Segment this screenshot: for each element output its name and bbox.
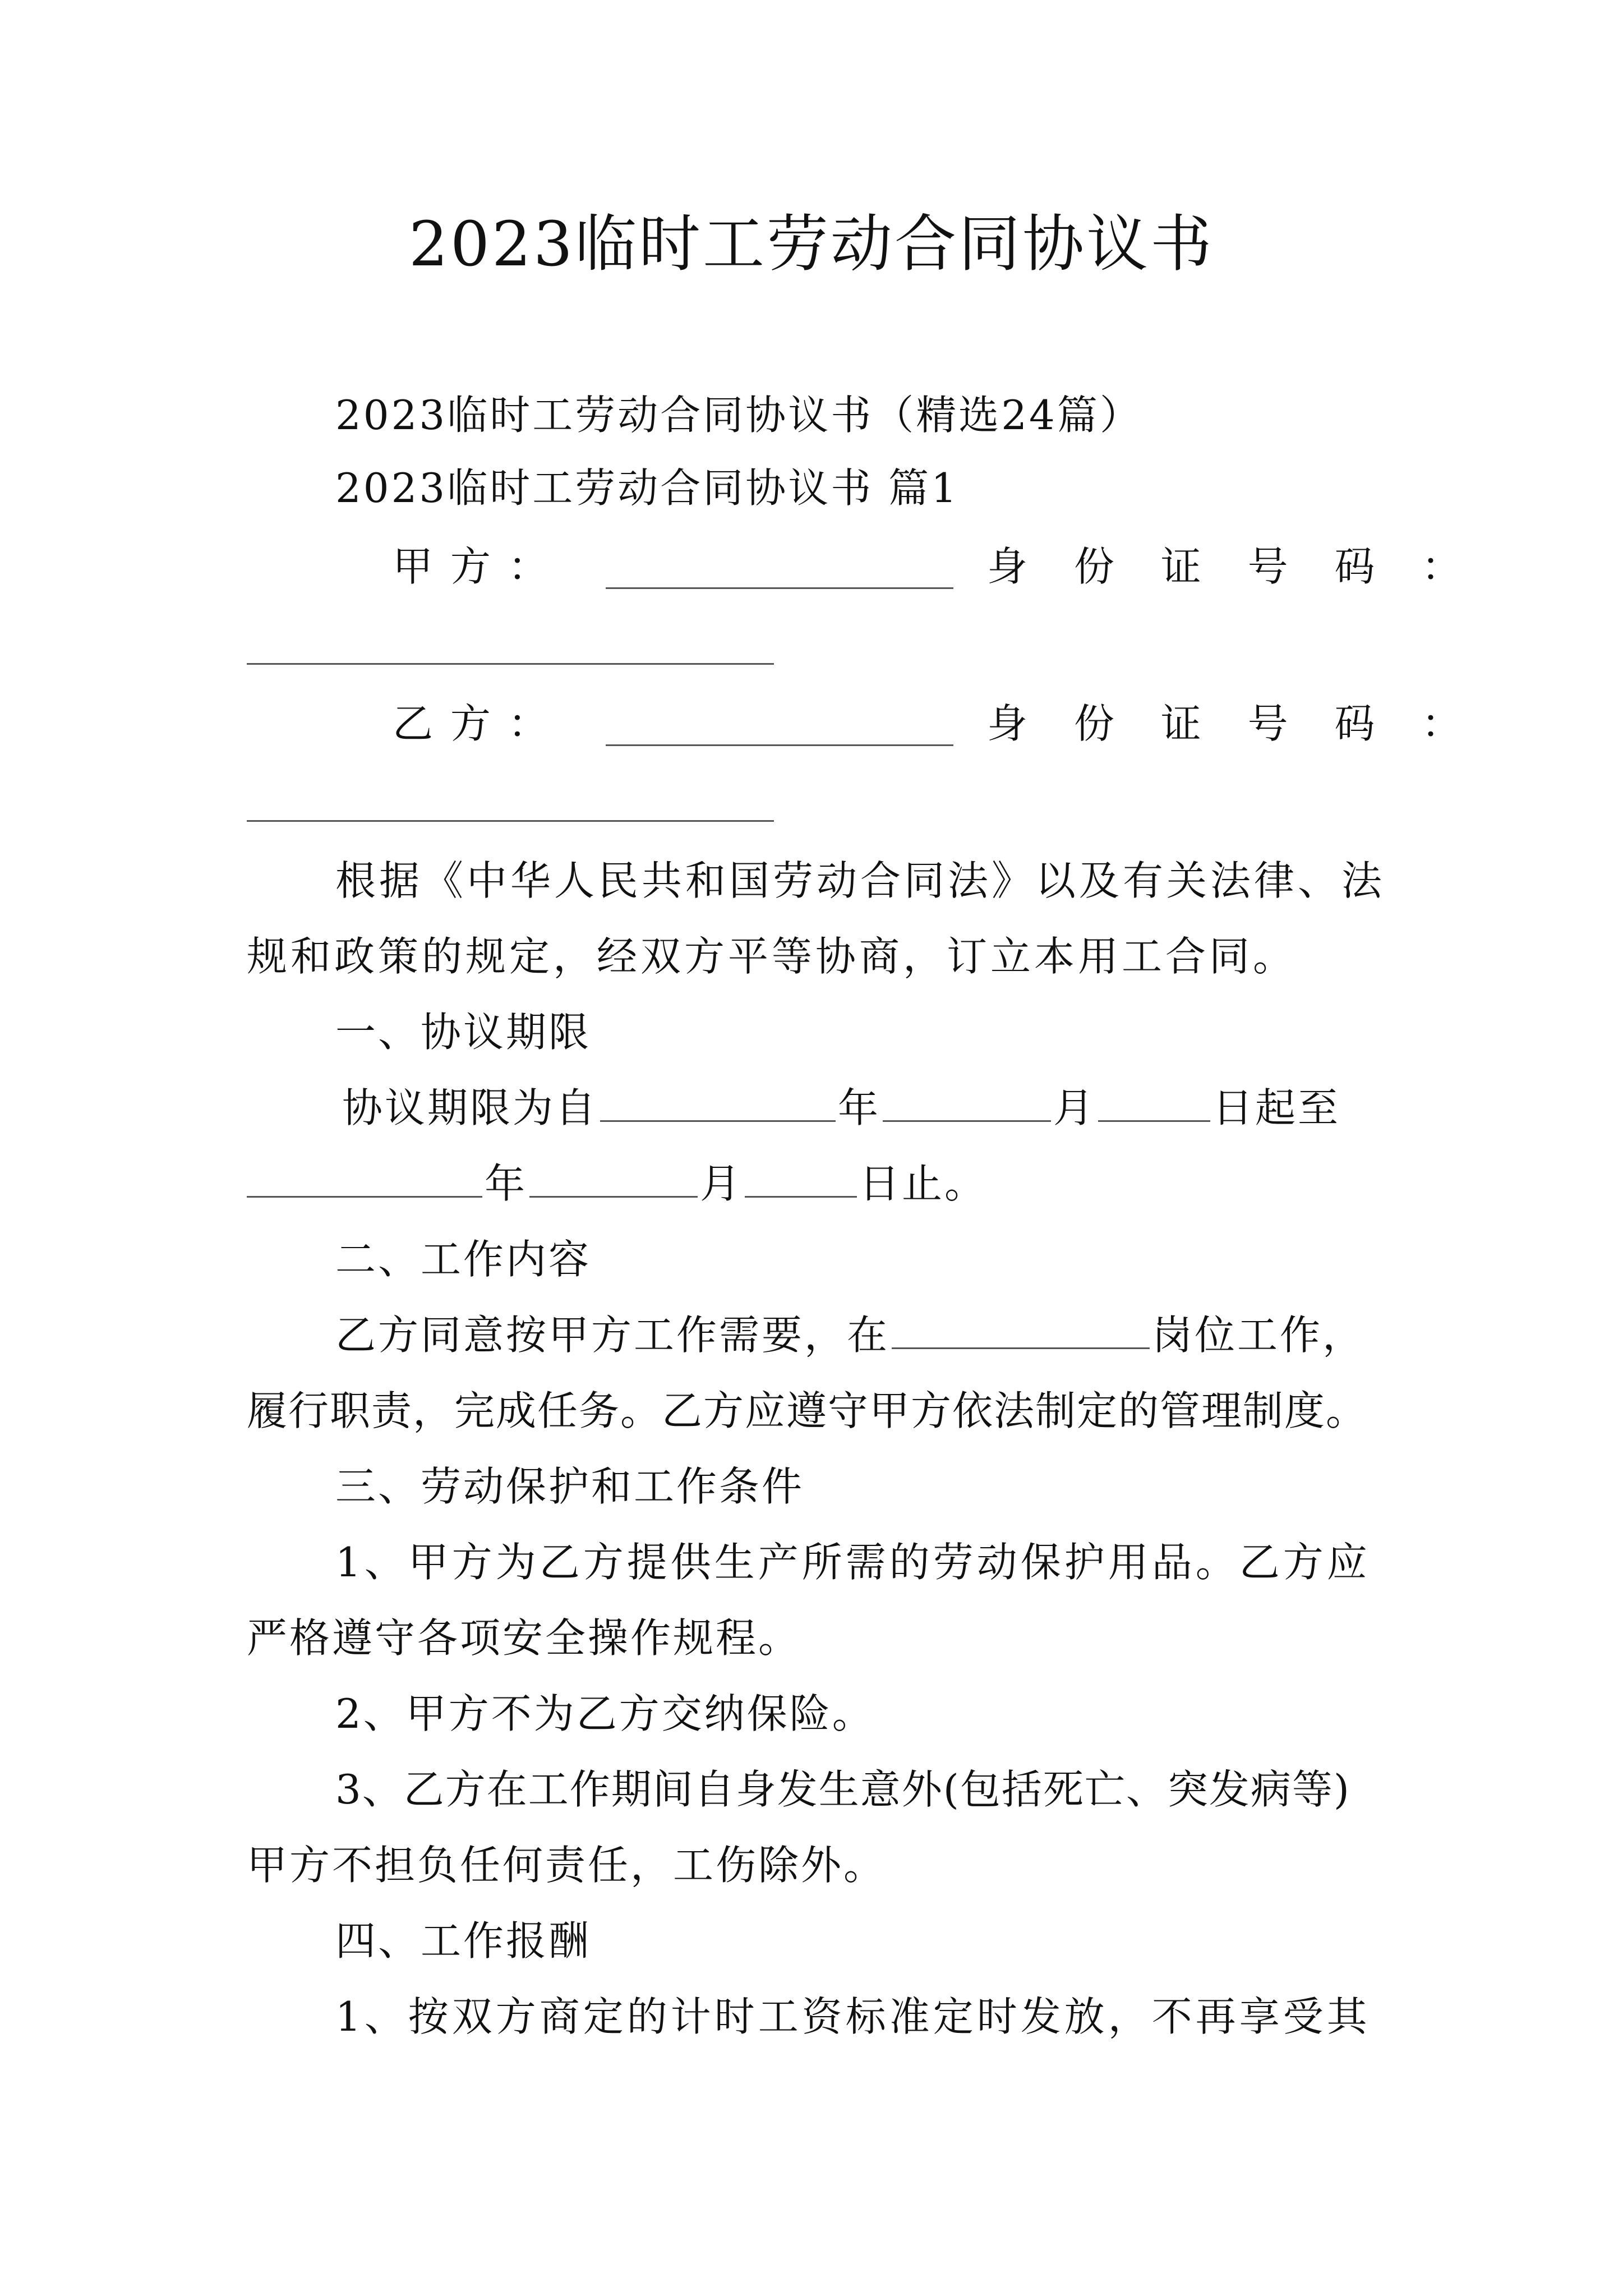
s3-heading: 三、劳动保护和工作条件 <box>335 1463 805 1510</box>
position-blank <box>892 1312 1150 1349</box>
intro-line-2: 规和政策的规定，经双方平等协商，订立本用工合同。 <box>247 933 1297 980</box>
s1-l1-text-d: 日起至 <box>1212 1084 1341 1131</box>
party-a-label: 甲 方 ： <box>393 543 551 590</box>
s3-p3-line-2: 甲方不担负任何责任，工伤除外。 <box>247 1842 887 1889</box>
start-day-blank <box>1098 1084 1210 1122</box>
end-month-blank <box>529 1160 698 1198</box>
start-month-blank <box>883 1084 1051 1122</box>
s2-l1-text-a: 乙方同意按甲方工作需要，在 <box>335 1312 890 1359</box>
s2-heading: 二、工作内容 <box>335 1236 592 1283</box>
s3-p3-line-1: 3、乙方在工作期间自身发生意外(包括死亡、突发病等) <box>335 1766 1350 1813</box>
s2-line-1 <box>335 1307 1365 1363</box>
s1-heading: 一、协议期限 <box>335 1009 592 1056</box>
s4-p1-line-1: 1、按双方商定的计时工资标准定时发放，不再享受其 <box>335 1993 1371 2040</box>
end-day-blank <box>745 1160 857 1198</box>
s1-l2-text-c: 日止。 <box>859 1160 988 1207</box>
end-year-blank <box>247 1160 482 1198</box>
document-title: 2023临时工劳动合同协议书 <box>409 208 1214 280</box>
party-b-id-blank <box>247 819 774 822</box>
s1-l1-text-b: 年 <box>838 1084 881 1131</box>
s1-l2-text-b: 月 <box>700 1160 743 1207</box>
party-b-label: 乙 方 ： <box>393 700 551 747</box>
party-a-name-blank <box>606 586 953 589</box>
section-heading: 2023临时工劳动合同协议书 篇1 <box>335 464 959 512</box>
s1-l1-text-c: 月 <box>1053 1084 1096 1131</box>
s2-line-2: 履行职责，完成任务。乙方应遵守甲方依法制定的管理制度。 <box>247 1387 1368 1434</box>
s1-line-1 <box>342 1080 1340 1136</box>
party-a-id-blank <box>247 662 774 665</box>
s4-heading: 四、工作报酬 <box>335 1917 592 1964</box>
start-year-blank <box>600 1084 836 1122</box>
s3-p2: 2、甲方不为乙方交纳保险。 <box>335 1690 875 1737</box>
party-b-name-blank <box>606 743 953 746</box>
s1-l1-text-a: 协议期限为自 <box>342 1084 598 1131</box>
s2-l1-text-b: 岗位工作， <box>1152 1312 1366 1359</box>
intro-line-1: 根据《中华人民共和国劳动合同法》以及有关法律、法 <box>335 857 1386 904</box>
s3-p1-line-1: 1、甲方为乙方提供生产所需的劳动保护用品。乙方应 <box>335 1539 1371 1586</box>
party-a-id-label: 身 份 证 号 码 ： <box>987 543 1479 590</box>
s3-p1-line-2: 严格遵守各项安全操作规程。 <box>247 1614 801 1662</box>
s1-l2-text-a: 年 <box>485 1160 528 1207</box>
party-b-id-label: 身 份 证 号 码 ： <box>987 700 1479 747</box>
document-subtitle: 2023临时工劳动合同协议书（精选24篇） <box>335 392 1142 439</box>
s1-line-2 <box>247 1156 987 1212</box>
